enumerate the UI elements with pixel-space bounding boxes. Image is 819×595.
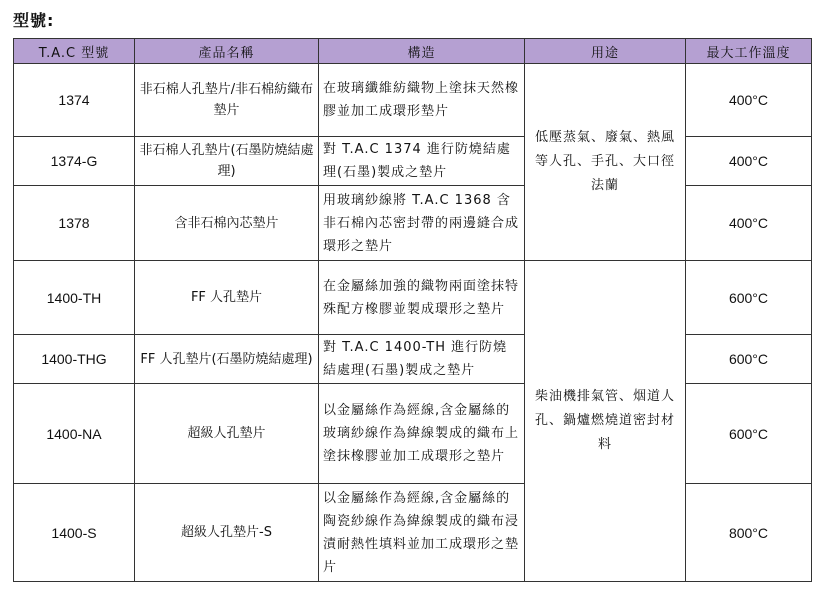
model-cell: 1400-S [14,484,135,582]
model-cell: 1374-G [14,137,135,186]
table-row [14,335,812,384]
max-temp-cell: 600°C [686,261,812,335]
max-temp-cell: 400°C [686,186,812,261]
construction-cell: 用玻璃紗線將 T.A.C 1368 含非石棉內芯密封帶的兩邊縫合成環形之墊片 [319,186,525,261]
usage-text: 低壓蒸氣、廢氣、熱風等人孔、手孔、大口徑法蘭 [534,130,675,193]
table-row [14,261,812,335]
model-cell: 1374 [14,64,135,137]
usage-text: 柴油機排氣管、烟道人孔、鍋爐燃燒道密封材料 [534,389,675,452]
usage-cell [525,261,686,582]
max-temp-cell: 600°C [686,335,812,384]
model-cell: 1400-NA [14,384,135,484]
model-cell: 1400-TH [14,261,135,335]
product-name-cell: 含非石棉內芯墊片 [135,186,319,261]
col-header-construction: 構造 [319,39,525,64]
col-header-name: 產品名稱 [135,39,319,64]
max-temp-cell: 800°C [686,484,812,582]
product-name-cell: FF 人孔墊片 [135,261,319,335]
col-header-usage: 用途 [525,39,686,64]
table-row [14,484,812,582]
col-header-model: T.A.C 型號 [14,39,135,64]
page-heading: 型號: [13,11,55,30]
construction-cell: 以金屬絲作為經線,含金屬絲的玻璃紗線作為緯線製成的織布上塗抹橡膠並加工成環形之墊片 [319,384,525,484]
construction-cell: 對 T.A.C 1374 進行防燒結處理(石墨)製成之墊片 [319,137,525,186]
max-temp-cell: 400°C [686,137,812,186]
header-row [14,39,812,64]
col-header-max-temp: 最大工作溫度 [686,39,812,64]
max-temp-cell: 600°C [686,384,812,484]
model-cell: 1400-THG [14,335,135,384]
product-name-cell: 超級人孔墊片-S [135,484,319,582]
table-row [14,186,812,261]
table-row [14,384,812,484]
max-temp-cell: 400°C [686,64,812,137]
construction-cell: 在玻璃纖維紡織物上塗抹天然橡膠並加工成環形墊片 [319,64,525,137]
usage-cell [525,64,686,261]
construction-cell: 以金屬絲作為經線,含金屬絲的陶瓷紗線作為緯線製成的織布浸漬耐熱性填料並加工成環形之墊片 [319,484,525,582]
product-name-cell: 超級人孔墊片 [135,384,319,484]
spec-table [13,38,812,582]
construction-cell: 對 T.A.C 1400-TH 進行防燒結處理(石墨)製成之墊片 [319,335,525,384]
table-row [14,137,812,186]
product-name-cell: 非石棉人孔墊片/非石棉紡織布墊片 [135,64,319,137]
construction-cell: 在金屬絲加強的織物兩面塗抹特殊配方橡膠並製成環形之墊片 [319,261,525,335]
product-name-cell: 非石棉人孔墊片(石墨防燒結處理) [135,137,319,186]
table-row [14,64,812,137]
product-name-cell: FF 人孔墊片(石墨防燒結處理) [135,335,319,384]
model-cell: 1378 [14,186,135,261]
